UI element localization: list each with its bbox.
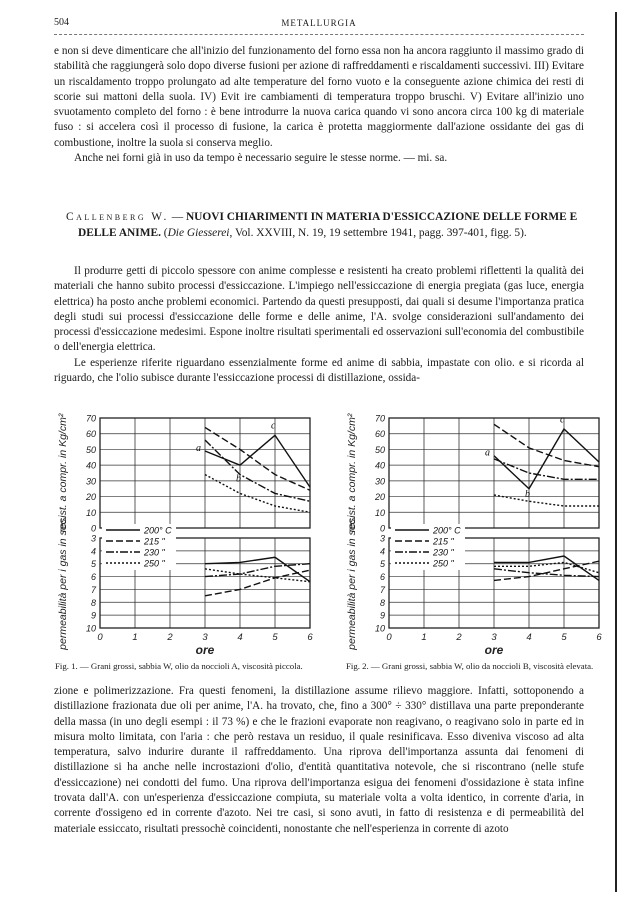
top-y-tick-label: 40 — [85, 460, 96, 471]
text-block-after-figures — [54, 684, 584, 837]
reference-details: , Vol. XXVIII, N. 19, 19 settembre 1941, pagg. 397-401, figg. 5). — [229, 226, 527, 239]
x-tick-label: 5 — [272, 632, 278, 643]
bottom-y-axis-label: permeabilità per i gas in sec. — [57, 516, 69, 650]
x-tick-label: 3 — [202, 632, 208, 643]
bottom-y-tick-label: 3 — [90, 533, 96, 544]
x-tick-label: 0 — [386, 632, 392, 643]
bottom-y-tick-label: 6 — [379, 572, 385, 583]
x-tick-label: 2 — [167, 632, 173, 643]
bottom-y-tick-label: 9 — [379, 610, 385, 621]
top-y-tick-label: 10 — [374, 507, 385, 518]
page-header — [54, 17, 584, 31]
legend-label: 230 " — [144, 547, 165, 558]
reference-journal: Die Giesserei — [167, 226, 230, 239]
top-point-label: b — [525, 489, 530, 501]
top-series-line — [494, 459, 599, 479]
header-rule — [54, 34, 584, 35]
top-y-tick-label: 30 — [374, 476, 385, 487]
figure-2 — [337, 410, 607, 655]
x-tick-label: 1 — [421, 632, 427, 643]
x-tick-label: 4 — [526, 632, 532, 643]
legend-label: 200° C — [433, 525, 461, 536]
top-y-tick-label: 0 — [379, 523, 385, 534]
bottom-y-tick-label: 5 — [379, 559, 385, 570]
legend-label: 250 " — [144, 558, 165, 569]
figure-1-caption: Fig. 1. — Grani grossi, sabbia W, olio da noccioli A, viscosità piccola. — [55, 661, 303, 671]
top-y-tick-label: 10 — [85, 507, 96, 518]
top-y-tick-label: 60 — [374, 429, 385, 440]
top-y-tick-label: 50 — [374, 444, 385, 455]
paragraph: e non si deve dimenticare che all'inizio del funzionamento del forno essa non ha ancora raggiunto il massimo grado di stabilità che raggiungerà solo dopo diverse fusioni per azione di raffreddamenti e riscaldamenti successivi. III) Evitare un riscaldamento troppo prolungato ad alte temperature del forno vuoto e la conseguente azione chimica dei resti di scorie sui mattoni della suola. IV) Evit ire cambiamenti di temperatura troppo bruschi. V) Evitare all'inizio uno svuotamento completo del forno : è bene introdurre la nuova carica quando vi sono ancora circa 100 kg di materiale fuso : si accelera così il processo di fusione, la carica è protetta maggiormente dall'azione ossidante dei gas di combustione, inoltre la suola si conserva meglio. — [54, 45, 584, 149]
figure-1-chart — [48, 410, 318, 655]
paragraph: Anche nei forni già in uso da tempo è necessario seguire le stesse norme. — mi. sa. — [74, 152, 448, 165]
paragraph: zione e polimerizzazione. Fra questi fenomeni, la distillazione assume rilievo maggiore. Infatti, sottoponendo a distillazione frazionata due oli per anime, l'A. ha trovato, che, fino a 300° ÷ 330° distillava una parte preponderante della massa (in uno degli esempi : il 73 %) e che le frazioni evaporate non reagivano, o reagivano solo in parte ed in misura molto limitata, con l'aria : che però restava un residuo, il quale resinificava. Esso diveniva viscoso ad alta temperatura, salvo indurire durante il raffreddamento. Una riprova dell'importanza assunta dai fenomeni di distillazione si ha anche nelle incrostazioni d'olio, d'entità quantitativa notevole, che si riscontrano (nelle stufe d'essiccazione) nei condotti del fumo. Una riprova dell'importanza esigua dei fenomeni d'ossidazione è stata infine trovata dall'A. con un'esperienza d'essiccazione compiuta, su materiale volta a volta identico, in corrente d'aria, in corrente d'ossigeno ed in corrente d'azoto. Nei tre casi, si sono avuti, in fatto di resistenza e di permeabilità del materiale essiccato, risultati pressochè coincidenti, nonostante che nell'esperienza in corrente di azoto — [54, 685, 584, 835]
bottom-y-tick-label: 3 — [379, 533, 385, 544]
legend-label: 215 " — [144, 536, 165, 547]
scan-margin-edge — [615, 12, 617, 892]
top-y-tick-label: 20 — [85, 492, 96, 503]
top-point-label: a — [196, 443, 201, 454]
x-tick-label: 6 — [596, 632, 602, 643]
top-y-tick-label: 0 — [90, 523, 96, 534]
legend-label: 250 " — [433, 558, 454, 569]
x-tick-label: 1 — [132, 632, 138, 643]
top-y-tick-label: 40 — [374, 460, 385, 471]
x-tick-label: 5 — [561, 632, 567, 643]
top-y-tick-label: 70 — [374, 413, 385, 424]
top-point-label: b — [236, 473, 241, 485]
bottom-y-tick-label: 6 — [90, 572, 96, 583]
bottom-y-tick-label: 9 — [90, 610, 96, 621]
page-number: 504 — [54, 17, 69, 28]
top-series-line — [494, 429, 599, 489]
figure-1 — [48, 410, 318, 655]
bottom-y-tick-label: 10 — [374, 623, 385, 634]
top-y-axis-label: resist. a compr. in Kg/cm² — [346, 413, 358, 533]
paragraph: Le esperienze riferite riguardano essenzialmente forme ed anime di sabbia, impastate con olio. e si ricorda al riguardo, che l'olio subisce durante l'essiccazione processi di distillazione, ossida- — [54, 356, 584, 385]
bottom-y-tick-label: 4 — [379, 546, 385, 557]
x-axis-label: ore — [195, 643, 215, 655]
bottom-y-tick-label: 8 — [90, 597, 96, 608]
text-block-continuation — [54, 44, 584, 166]
figure-2-caption: Fig. 2. — Grani grossi, sabbia W, olio da noccioli B, viscosità elevata. — [346, 661, 594, 671]
x-tick-label: 0 — [97, 632, 103, 643]
x-tick-label: 3 — [491, 632, 497, 643]
bibliographic-reference: Callenberg W. — NUOVI CHIARIMENTI IN MATERIA D'ESSICCAZIONE DELLE FORME E DELLE ANIME. (Die Giesserei, Vol. XXVIII, N. 19, 19 settembre 1941, pagg. 397-401, figg. 5). — [66, 211, 578, 239]
figure-2-chart — [337, 410, 607, 655]
bottom-y-tick-label: 8 — [379, 597, 385, 608]
reference-dash: — — [168, 211, 186, 223]
top-series-line — [205, 475, 310, 513]
top-series-line — [494, 424, 599, 466]
top-y-tick-label: 20 — [374, 492, 385, 503]
bottom-series-line — [205, 570, 310, 596]
top-point-label: c — [560, 414, 565, 426]
paragraph: Il produrre getti di piccolo spessore con anime complesse e resistenti ha creato problemi riflettenti la qualità dei materiali che hanno subito processi d'essiccazione. L'impiego nell'essiccazione di energia pregiata (gas luce, energia elettrica) ha posto anche problemi economici. Partendo da questi presupposti, dai quali si desume l'importanza pratica degli studi sui processi d'essiccazione delle forme e delle anime, l'A. svolge considerazioni sull'andamento dei processi d'essiccazione medesimi. Espone inoltre risultati sperimentali ed osservazioni sull'economia del combustibile o dell'energia elettrica. — [54, 265, 584, 354]
running-head: METALLURGIA — [281, 18, 357, 28]
bottom-y-tick-label: 10 — [85, 623, 96, 634]
top-point-label: c — [271, 420, 276, 432]
x-tick-label: 4 — [237, 632, 243, 643]
top-y-tick-label: 70 — [85, 413, 96, 424]
top-y-axis-label: resist. a compr. in Kg/cm² — [57, 413, 69, 533]
x-tick-label: 2 — [456, 632, 462, 643]
legend-label: 230 " — [433, 547, 454, 558]
reference-author: Callenberg W. — [66, 211, 169, 223]
bottom-y-tick-label: 5 — [90, 559, 96, 570]
x-tick-label: 6 — [307, 632, 313, 643]
top-y-tick-label: 30 — [85, 476, 96, 487]
top-y-tick-label: 60 — [85, 429, 96, 440]
bottom-y-tick-label: 7 — [379, 584, 385, 595]
reference-title: NUOVI CHIARIMENTI IN MATERIA D'ESSICCAZIONE DELLE FORME E DELLE ANIME. — [78, 211, 578, 239]
abstract-text — [54, 264, 584, 386]
x-axis-label: ore — [484, 643, 504, 655]
legend-label: 215 " — [433, 536, 454, 547]
bottom-y-axis-label: permeabilità per i gas in sec. — [346, 516, 358, 650]
top-point-label: a — [485, 447, 490, 459]
top-y-tick-label: 50 — [85, 444, 96, 455]
bottom-y-tick-label: 7 — [90, 584, 96, 595]
bottom-y-tick-label: 4 — [90, 546, 96, 557]
legend-label: 200° C — [144, 525, 172, 536]
